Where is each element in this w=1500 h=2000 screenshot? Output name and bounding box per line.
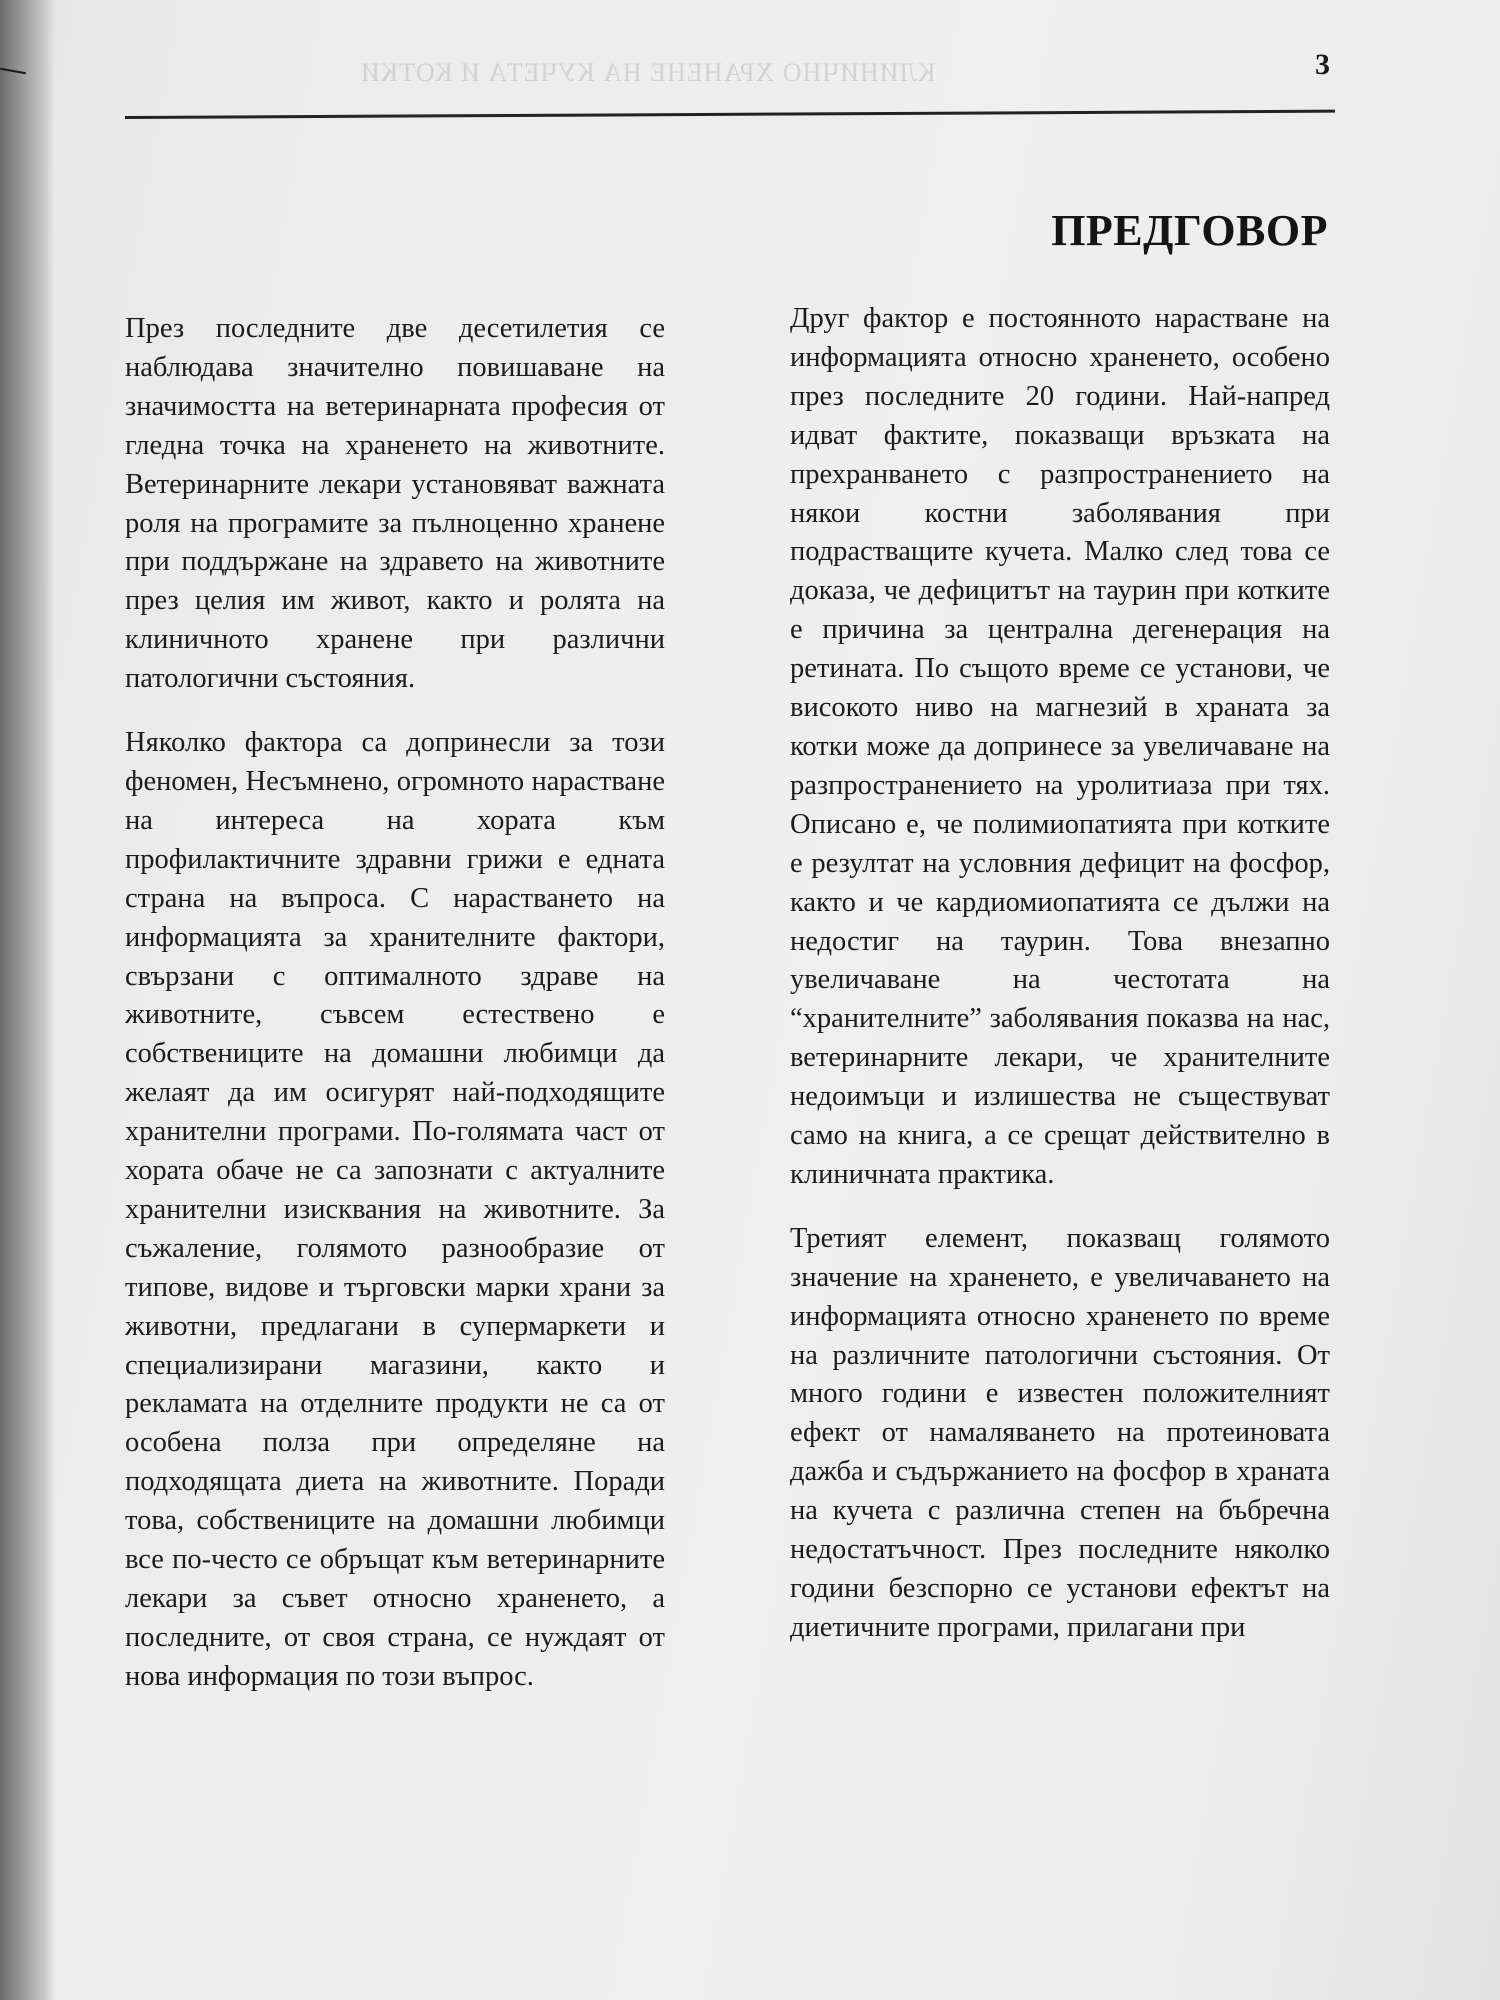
right-paragraph-2: Третият елемент, показващ голямото значение на храненето, е увеличаването на информацията относно храненето по време на различните патологични състояния. От много години е известен положителният ефект от намаляването на протеиновата дажба и съдържанието на фосфор в храната на кучета с различна степен на бъбречна недостатъчност. През последните няколко години безспорно се установи ефектът на диетичните програми, прилагани при [790,1222,1330,1643]
bleed-through-header: КЛИНИЧНО ХРАНЕНЕ НА КУЧЕТА И КОТКИ [360,58,936,87]
left-column [125,310,665,1722]
left-paragraph-1: През последните две десетилетия се наблюдава значително повишаване на значимостта на ветеринарната професия от гледна точка на храненето на животните. Ветеринарните лекари установяват важната роля на програмите за пълноценно хранене при поддържане на здравето на животните през целия им живот, както и ролята на клиничното хранене при различни патологични състояния. [125,313,665,695]
right-column [790,300,1330,1673]
left-paragraph-2: Няколко фактора са допринесли за този феномен, Несъмнено, огромното нарастване на интереса на хората към профилактичните здравни грижи е едната страна на въпроса. С нарастването на информацията за хранителните фактори, свързани с оптималното здраве на животните, съвсем естествено е собствениците на домашни любимци да желаят да им осигурят най-подходящите хранителни програми. По-голямата част от хората обаче не са запознати с актуалните хранителни изисквания на животните. За съжаление, голямото разнообразие от типове, видове и търговски марки храни за животни, предлагани в супермаркети и специализирани магазини, както и рекламата на отделните продукти не са от особена полза при определяне на подходящата диета на животните. Поради това, собствениците на домашни любимци все по-често се обръщат към ветеринарните лекари за съвет относно храненето, а последните, от своя страна, се нуждаят от нова информация по този въпрос. [125,727,665,1692]
page-title: ПРЕДГОВОР [1051,206,1328,255]
right-paragraph-1: Друг фактор е постоянното нарастване на информацията относно храненето, особено през последните 20 години. Най-напред идват фактите, показващи връзката на прехранването с разпространението на някои костни заболявания при подрастващите кучета. Малко след това се доказа, че дефицитът на таурин при котките е причина за централна дегенерация на ретината. По същото време се установи, че високото ниво на магнезий в храната за котки може да допринесе за увеличаване на разпространението на уролитиаза при тях. Описано е, че полимиопатията при котките е резултат на условния дефицит на фосфор, както и че кардиомиопатията се дължи на недостиг на таурин. Това внезапно увеличаване на честотата на “хранителните” заболявания показва на нас, ветеринарните лекари, че хранителните недоимъци и излишества не съществуват само на книга, а се срещат действително в клиничната практика. [790,303,1330,1190]
page-edge-shadow [0,0,55,2000]
header-rule [125,110,1335,119]
page-number: 3 [1315,48,1330,81]
